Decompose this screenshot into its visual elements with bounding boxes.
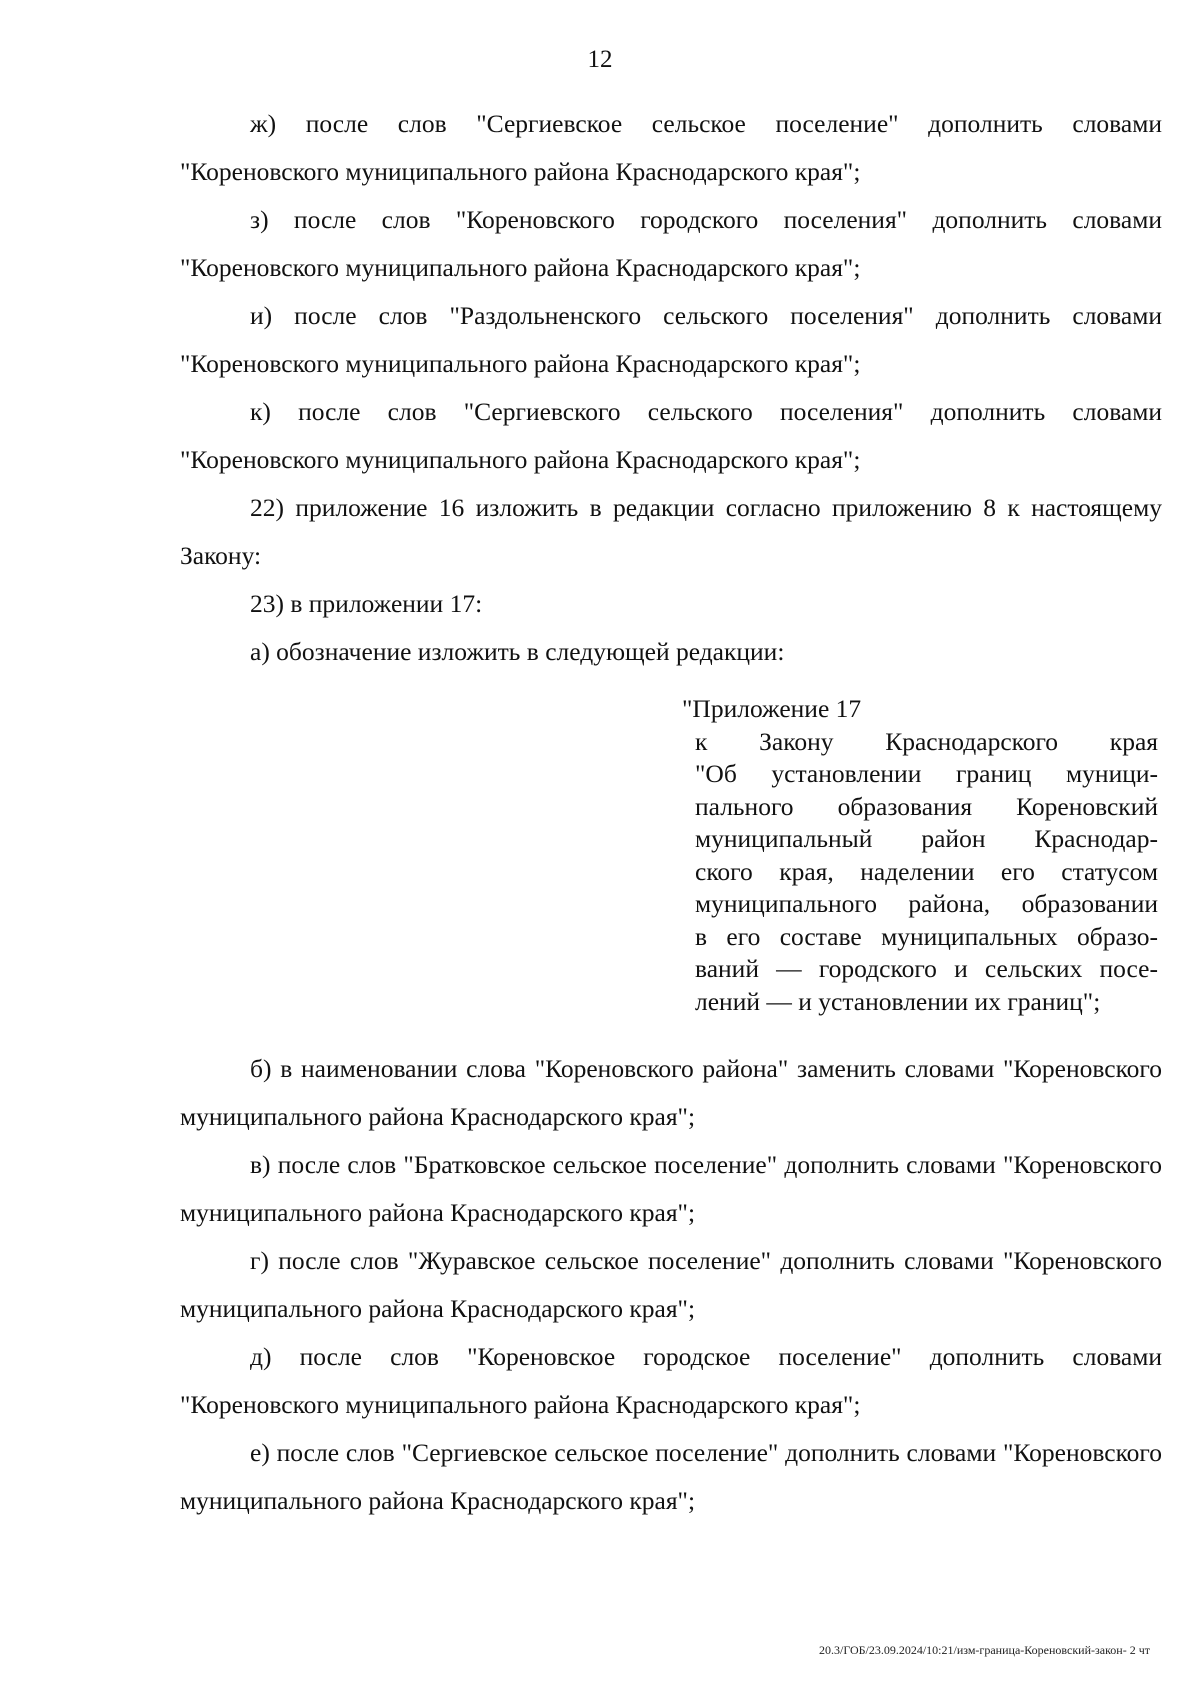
paragraph-g: г) после слов "Журавское сельское поселение" дополнить словами "Кореновского муниципального района Краснодарского края"; — [180, 1246, 1162, 1323]
amendment-list-top — [180, 100, 1162, 676]
appendix-line: ского края, наделении его статусом — [695, 856, 1158, 886]
paragraph-23: 23) в приложении 17: — [250, 589, 483, 618]
appendix-header-block — [682, 693, 1158, 1018]
appendix-line: лений — и установлении их границ"; — [695, 986, 1101, 1016]
appendix-line: ваний — городского и сельских посе- — [695, 954, 1158, 983]
appendix-title: "Приложение 17 — [682, 694, 862, 723]
amendment-list-bottom — [180, 1045, 1162, 1525]
appendix-line: пального образования Кореновский — [695, 791, 1158, 821]
appendix-line: муниципального района, образовании — [695, 889, 1158, 918]
paragraph-zh: ж) после слов "Сергиевское сельское поселение" дополнить словами "Кореновского муниципального района Краснодарского края"; — [180, 109, 1162, 186]
paragraph-v: в) после слов "Братковское сельское поселение" дополнить словами "Кореновского муниципального района Краснодарского края"; — [180, 1150, 1162, 1227]
appendix-line: муниципальный район Краснодар- — [695, 824, 1158, 853]
appendix-line: в его составе муниципальных образо- — [695, 921, 1158, 951]
paragraph-z: з) после слов "Кореновского городского поселения" дополнить словами "Кореновского муниципального района Краснодарского края"; — [180, 205, 1162, 282]
paragraph-a: а) обозначение изложить в следующей редакции: — [250, 637, 785, 666]
paragraph-d: д) после слов "Кореновское городское поселение" дополнить словами "Кореновского муниципального района Краснодарского края"; — [180, 1342, 1162, 1419]
paragraph-i: и) после слов "Раздольненского сельского поселения" дополнить словами "Кореновского муниципального района Краснодарского края"; — [180, 301, 1162, 378]
appendix-caption — [695, 726, 1158, 1019]
paragraph-k: к) после слов "Сергиевского сельского поселения" дополнить словами "Кореновского муниципального района Краснодарского края"; — [180, 397, 1162, 474]
document-footer-code: 20.3/ГОБ/23.09.2024/10:21/изм-граница-Кореновский-закон- 2 чт — [818, 1643, 1150, 1657]
page-number: 12 — [587, 46, 613, 73]
paragraph-e: е) после слов "Сергиевское сельское поселение" дополнить словами "Кореновского муниципального района Краснодарского края"; — [180, 1438, 1162, 1515]
paragraph-b: б) в наименовании слова "Кореновского района" заменить словами "Кореновского муниципального района Краснодарского края"; — [180, 1054, 1162, 1131]
appendix-line: "Об установлении границ муници- — [695, 759, 1158, 788]
appendix-line: к Закону Краснодарского края — [695, 726, 1158, 756]
paragraph-22: 22) приложение 16 изложить в редакции согласно приложению 8 к настоящему Закону: — [180, 493, 1162, 570]
